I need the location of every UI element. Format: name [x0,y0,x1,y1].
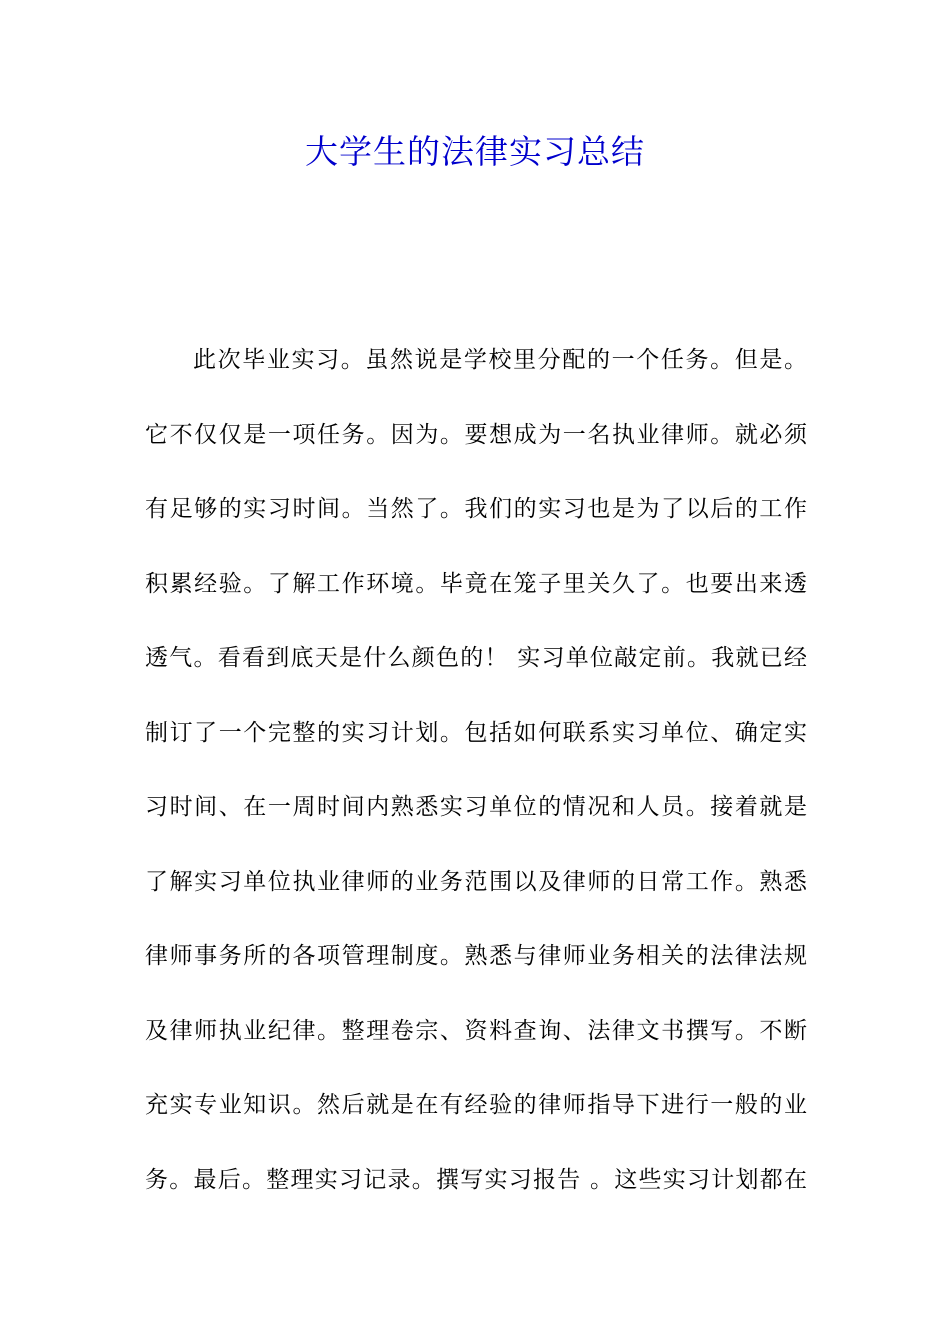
paragraph-line: 有足够的实习时间。当然了。我们的实习也是为了以后的工作 [145,496,807,522]
document-body [145,343,807,1237]
paragraph-line: 了解实习单位执业律师的业务范围以及律师的日常工作。熟悉 [145,868,807,895]
paragraph-line: 务。最后。整理实习记录。撰写实习报告 。这些实习计划都在 [145,1166,807,1193]
document-title: 大学生的法律实习总结 [305,132,645,171]
paragraph-line: 律师事务所的各项管理制度。熟悉与律师业务相关的法律法规 [145,943,807,969]
paragraph-line: 及律师执业纪律。整理卷宗、资料查询、法律文书撰写。不断 [145,1017,807,1044]
paragraph-line: 积累经验。了解工作环境。毕竟在笼子里关久了。也要出来透 [145,570,807,597]
paragraph-line: 透气。看看到底天是什么颜色的！ 实习单位敲定前。我就已经 [145,645,807,671]
paragraph-line: 习时间、在一周时间内熟悉实习单位的情况和人员。接着就是 [145,794,807,820]
paragraph-line: 制订了一个完整的实习计划。包括如何联系实习单位、确定实 [145,719,807,746]
paragraph-line: 充实专业知识。然后就是在有经验的律师指导下进行一般的业 [145,1092,807,1118]
paragraph-line: 此次毕业实习。虽然说是学校里分配的一个任务。但是。 [193,347,807,373]
paragraph-line: 它不仅仅是一项任务。因为。要想成为一名执业律师。就必须 [145,421,807,448]
